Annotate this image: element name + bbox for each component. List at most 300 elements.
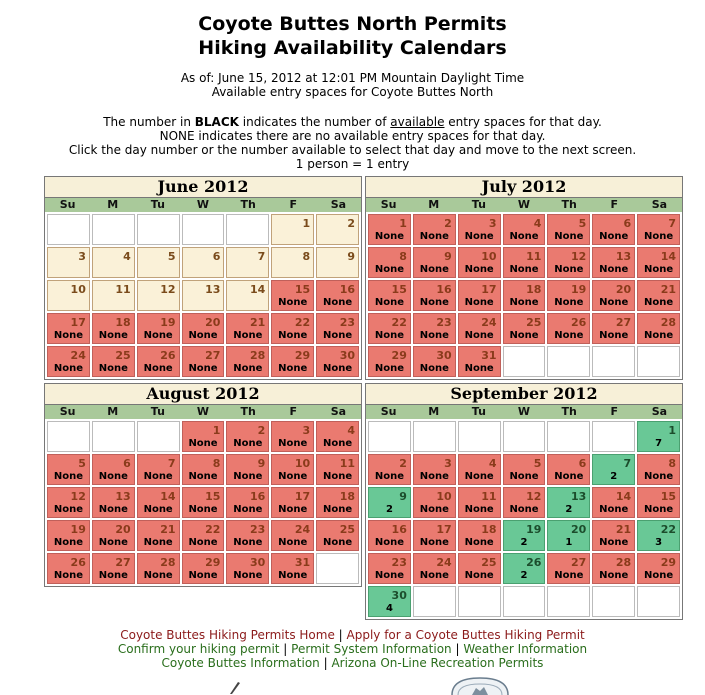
full-day-cell[interactable] — [316, 487, 359, 518]
available-spaces[interactable]: None — [278, 537, 308, 548]
available-spaces[interactable]: None — [98, 537, 128, 548]
full-day-cell[interactable] — [316, 280, 359, 311]
available-spaces[interactable]: None — [98, 471, 128, 482]
available-spaces[interactable]: None — [464, 570, 494, 581]
available-spaces[interactable]: None — [98, 363, 128, 374]
full-day-cell[interactable] — [182, 520, 225, 551]
available-spaces[interactable]: None — [554, 231, 584, 242]
available-spaces[interactable]: None — [323, 363, 353, 374]
day-number[interactable]: 5 — [533, 457, 542, 470]
full-day-cell[interactable] — [637, 280, 680, 311]
day-number[interactable]: 27 — [570, 556, 587, 569]
available-spaces[interactable]: 7 — [655, 438, 663, 449]
day-number[interactable]: 17 — [436, 523, 452, 536]
day-number[interactable]: 22 — [205, 523, 221, 536]
available-spaces[interactable]: None — [374, 297, 404, 308]
available-day-cell[interactable] — [637, 421, 680, 452]
day-number[interactable]: 28 — [615, 556, 632, 569]
full-day-cell[interactable] — [92, 487, 135, 518]
full-day-cell[interactable] — [458, 553, 501, 584]
full-day-cell[interactable] — [413, 487, 456, 518]
full-day-cell[interactable] — [592, 553, 635, 584]
available-spaces[interactable]: None — [233, 438, 263, 449]
available-spaces[interactable]: None — [233, 330, 263, 341]
available-spaces[interactable]: None — [323, 504, 353, 515]
full-day-cell[interactable] — [137, 454, 180, 485]
day-number[interactable]: 7 — [623, 457, 632, 470]
available-spaces[interactable]: None — [374, 537, 404, 548]
link-permit-system-info[interactable]: Permit System Information — [291, 642, 452, 656]
available-spaces[interactable]: None — [419, 363, 449, 374]
available-spaces[interactable]: None — [278, 330, 308, 341]
day-number[interactable]: 7 — [668, 217, 677, 230]
day-number[interactable]: 20 — [615, 283, 632, 296]
available-spaces[interactable]: None — [644, 471, 674, 482]
full-day-cell[interactable] — [316, 313, 359, 344]
day-number[interactable]: 14 — [660, 250, 677, 263]
available-spaces[interactable]: None — [419, 231, 449, 242]
day-number[interactable]: 11 — [481, 490, 497, 503]
day-number[interactable]: 19 — [570, 283, 587, 296]
day-number[interactable]: 15 — [294, 283, 311, 296]
available-spaces[interactable]: 4 — [385, 603, 393, 614]
full-day-cell[interactable] — [182, 421, 225, 452]
full-day-cell[interactable] — [368, 313, 411, 344]
day-number[interactable]: 24 — [70, 349, 86, 362]
available-spaces[interactable]: None — [278, 297, 308, 308]
full-day-cell[interactable] — [458, 487, 501, 518]
available-day-cell[interactable] — [368, 487, 411, 518]
day-number[interactable]: 14 — [615, 490, 632, 503]
day-number[interactable]: 17 — [481, 283, 497, 296]
day-number[interactable]: 15 — [391, 283, 407, 296]
day-number[interactable]: 15 — [660, 490, 677, 503]
day-number[interactable]: 9 — [257, 457, 266, 470]
available-spaces[interactable]: None — [53, 504, 83, 515]
full-day-cell[interactable] — [47, 346, 90, 377]
full-day-cell[interactable] — [592, 247, 635, 278]
day-number[interactable]: 25 — [339, 523, 356, 536]
available-spaces[interactable]: None — [419, 471, 449, 482]
full-day-cell[interactable] — [503, 487, 546, 518]
day-number[interactable]: 19 — [526, 523, 542, 536]
available-spaces[interactable]: None — [374, 570, 404, 581]
available-spaces[interactable]: None — [464, 363, 494, 374]
full-day-cell[interactable] — [271, 280, 314, 311]
available-spaces[interactable]: None — [98, 330, 128, 341]
full-day-cell[interactable] — [316, 346, 359, 377]
available-spaces[interactable]: None — [509, 330, 539, 341]
full-day-cell[interactable] — [368, 247, 411, 278]
available-spaces[interactable]: None — [464, 264, 494, 275]
available-spaces[interactable]: None — [509, 297, 539, 308]
day-number[interactable]: 6 — [123, 457, 131, 470]
day-number[interactable]: 9 — [444, 250, 452, 263]
available-day-cell[interactable] — [368, 586, 411, 617]
available-day-cell[interactable] — [547, 487, 590, 518]
day-number[interactable]: 23 — [391, 556, 407, 569]
available-spaces[interactable]: None — [278, 504, 308, 515]
day-number[interactable]: 2 — [399, 457, 407, 470]
day-number[interactable]: 18 — [115, 316, 131, 329]
full-day-cell[interactable] — [92, 454, 135, 485]
available-spaces[interactable]: None — [419, 264, 449, 275]
day-number[interactable]: 26 — [160, 349, 176, 362]
day-number[interactable]: 25 — [526, 316, 542, 329]
available-spaces[interactable]: None — [323, 537, 353, 548]
full-day-cell[interactable] — [368, 454, 411, 485]
day-number[interactable]: 9 — [399, 490, 407, 503]
full-day-cell[interactable] — [182, 487, 225, 518]
day-number[interactable]: 23 — [249, 523, 266, 536]
full-day-cell[interactable] — [503, 454, 546, 485]
full-day-cell[interactable] — [637, 313, 680, 344]
day-number[interactable]: 28 — [660, 316, 677, 329]
available-spaces[interactable]: 2 — [520, 537, 528, 548]
available-spaces[interactable]: None — [188, 504, 218, 515]
available-spaces[interactable]: None — [419, 504, 449, 515]
day-number[interactable]: 8 — [668, 457, 677, 470]
day-number[interactable]: 4 — [347, 424, 356, 437]
full-day-cell[interactable] — [368, 520, 411, 551]
full-day-cell[interactable] — [137, 553, 180, 584]
day-number[interactable]: 8 — [212, 457, 221, 470]
available-spaces[interactable]: None — [419, 537, 449, 548]
day-number[interactable]: 30 — [391, 589, 407, 602]
full-day-cell[interactable] — [271, 421, 314, 452]
available-spaces[interactable]: 3 — [655, 537, 663, 548]
full-day-cell[interactable] — [137, 520, 180, 551]
full-day-cell[interactable] — [226, 553, 269, 584]
available-spaces[interactable]: None — [509, 504, 539, 515]
full-day-cell[interactable] — [547, 454, 590, 485]
link-weather-info[interactable]: Weather Information — [463, 642, 588, 656]
day-number[interactable]: 31 — [294, 556, 311, 569]
full-day-cell[interactable] — [271, 487, 314, 518]
day-number[interactable]: 17 — [294, 490, 311, 503]
full-day-cell[interactable] — [637, 454, 680, 485]
available-spaces[interactable]: None — [233, 537, 263, 548]
available-spaces[interactable]: None — [554, 570, 584, 581]
day-number[interactable]: 18 — [481, 523, 497, 536]
full-day-cell[interactable] — [368, 346, 411, 377]
available-spaces[interactable]: None — [599, 231, 629, 242]
day-number[interactable]: 11 — [526, 250, 542, 263]
available-spaces[interactable]: None — [644, 570, 674, 581]
available-day-cell[interactable] — [503, 520, 546, 551]
full-day-cell[interactable] — [47, 487, 90, 518]
available-spaces[interactable]: None — [233, 471, 263, 482]
day-number[interactable]: 24 — [294, 523, 311, 536]
full-day-cell[interactable] — [458, 454, 501, 485]
available-spaces[interactable]: None — [53, 471, 83, 482]
available-spaces[interactable]: None — [644, 330, 674, 341]
full-day-cell[interactable] — [182, 553, 225, 584]
available-spaces[interactable]: None — [644, 264, 674, 275]
day-number[interactable]: 22 — [660, 523, 677, 536]
full-day-cell[interactable] — [47, 313, 90, 344]
full-day-cell[interactable] — [413, 214, 456, 245]
full-day-cell[interactable] — [547, 280, 590, 311]
available-spaces[interactable]: None — [509, 231, 539, 242]
day-number[interactable]: 1 — [668, 424, 677, 437]
day-number[interactable]: 20 — [115, 523, 131, 536]
available-spaces[interactable]: None — [374, 231, 404, 242]
full-day-cell[interactable] — [503, 280, 546, 311]
full-day-cell[interactable] — [92, 346, 135, 377]
day-number[interactable]: 6 — [578, 457, 587, 470]
full-day-cell[interactable] — [547, 553, 590, 584]
available-spaces[interactable]: None — [143, 363, 173, 374]
available-spaces[interactable]: None — [464, 231, 494, 242]
available-spaces[interactable]: None — [323, 438, 353, 449]
full-day-cell[interactable] — [458, 280, 501, 311]
full-day-cell[interactable] — [547, 214, 590, 245]
day-number[interactable]: 30 — [339, 349, 356, 362]
day-number[interactable]: 21 — [660, 283, 677, 296]
day-number[interactable]: 8 — [399, 250, 407, 263]
day-number[interactable]: 20 — [205, 316, 221, 329]
full-day-cell[interactable] — [413, 313, 456, 344]
day-number[interactable]: 27 — [115, 556, 131, 569]
available-spaces[interactable]: None — [554, 330, 584, 341]
day-number[interactable]: 19 — [160, 316, 176, 329]
available-spaces[interactable]: None — [53, 363, 83, 374]
available-spaces[interactable]: None — [143, 471, 173, 482]
day-number[interactable]: 5 — [78, 457, 86, 470]
full-day-cell[interactable] — [226, 454, 269, 485]
available-spaces[interactable]: None — [188, 438, 218, 449]
full-day-cell[interactable] — [137, 313, 180, 344]
day-number[interactable]: 16 — [339, 283, 356, 296]
full-day-cell[interactable] — [316, 520, 359, 551]
full-day-cell[interactable] — [413, 280, 456, 311]
full-day-cell[interactable] — [592, 280, 635, 311]
full-day-cell[interactable] — [226, 346, 269, 377]
full-day-cell[interactable] — [458, 520, 501, 551]
full-day-cell[interactable] — [137, 346, 180, 377]
full-day-cell[interactable] — [271, 346, 314, 377]
full-day-cell[interactable] — [458, 247, 501, 278]
full-day-cell[interactable] — [637, 487, 680, 518]
day-number[interactable]: 18 — [526, 283, 542, 296]
day-number[interactable]: 29 — [660, 556, 677, 569]
day-number[interactable]: 16 — [391, 523, 407, 536]
available-spaces[interactable]: None — [233, 570, 263, 581]
available-spaces[interactable]: None — [644, 231, 674, 242]
full-day-cell[interactable] — [592, 214, 635, 245]
day-number[interactable]: 26 — [70, 556, 86, 569]
day-number[interactable]: 23 — [339, 316, 356, 329]
link-confirm-permit[interactable]: Confirm your hiking permit — [117, 642, 280, 656]
day-number[interactable]: 2 — [444, 217, 452, 230]
day-number[interactable]: 28 — [249, 349, 266, 362]
available-spaces[interactable]: 1 — [565, 537, 573, 548]
full-day-cell[interactable] — [413, 520, 456, 551]
available-spaces[interactable]: None — [554, 297, 584, 308]
day-number[interactable]: 6 — [623, 217, 632, 230]
available-spaces[interactable]: None — [143, 537, 173, 548]
available-spaces[interactable]: None — [323, 471, 353, 482]
full-day-cell[interactable] — [182, 454, 225, 485]
full-day-cell[interactable] — [137, 487, 180, 518]
available-spaces[interactable]: None — [278, 570, 308, 581]
full-day-cell[interactable] — [271, 520, 314, 551]
full-day-cell[interactable] — [547, 247, 590, 278]
day-number[interactable]: 24 — [481, 316, 497, 329]
available-spaces[interactable]: None — [233, 504, 263, 515]
available-spaces[interactable]: 2 — [385, 504, 393, 515]
full-day-cell[interactable] — [413, 454, 456, 485]
full-day-cell[interactable] — [316, 454, 359, 485]
full-day-cell[interactable] — [413, 553, 456, 584]
day-number[interactable]: 15 — [205, 490, 221, 503]
day-number[interactable]: 31 — [481, 349, 497, 362]
full-day-cell[interactable] — [316, 421, 359, 452]
day-number[interactable]: 1 — [399, 217, 407, 230]
day-number[interactable]: 30 — [436, 349, 452, 362]
full-day-cell[interactable] — [47, 553, 90, 584]
available-spaces[interactable]: None — [188, 471, 218, 482]
full-day-cell[interactable] — [92, 553, 135, 584]
full-day-cell[interactable] — [458, 346, 501, 377]
available-spaces[interactable]: None — [464, 537, 494, 548]
day-number[interactable]: 4 — [488, 457, 497, 470]
day-number[interactable]: 13 — [570, 490, 587, 503]
available-spaces[interactable]: None — [374, 471, 404, 482]
full-day-cell[interactable] — [92, 520, 135, 551]
day-number[interactable]: 29 — [391, 349, 407, 362]
available-spaces[interactable]: None — [464, 330, 494, 341]
full-day-cell[interactable] — [637, 553, 680, 584]
full-day-cell[interactable] — [458, 313, 501, 344]
day-number[interactable]: 21 — [160, 523, 176, 536]
available-spaces[interactable]: None — [98, 504, 128, 515]
day-number[interactable]: 14 — [160, 490, 176, 503]
day-number[interactable]: 12 — [70, 490, 86, 503]
day-number[interactable]: 2 — [257, 424, 266, 437]
available-spaces[interactable]: None — [188, 570, 218, 581]
full-day-cell[interactable] — [92, 313, 135, 344]
full-day-cell[interactable] — [368, 214, 411, 245]
full-day-cell[interactable] — [182, 313, 225, 344]
available-spaces[interactable]: 2 — [610, 471, 618, 482]
available-spaces[interactable]: None — [599, 504, 629, 515]
available-spaces[interactable]: None — [278, 438, 308, 449]
day-number[interactable]: 25 — [481, 556, 497, 569]
day-number[interactable]: 29 — [205, 556, 221, 569]
link-coyote-buttes-info[interactable]: Coyote Buttes Information — [161, 656, 320, 670]
available-spaces[interactable]: None — [419, 330, 449, 341]
full-day-cell[interactable] — [226, 421, 269, 452]
available-spaces[interactable]: None — [554, 471, 584, 482]
full-day-cell[interactable] — [637, 247, 680, 278]
available-day-cell[interactable] — [547, 520, 590, 551]
available-spaces[interactable]: 2 — [520, 570, 528, 581]
available-spaces[interactable]: None — [599, 297, 629, 308]
full-day-cell[interactable] — [271, 454, 314, 485]
day-number[interactable]: 29 — [294, 349, 311, 362]
available-spaces[interactable]: None — [188, 363, 218, 374]
full-day-cell[interactable] — [226, 520, 269, 551]
day-number[interactable]: 11 — [339, 457, 356, 470]
available-spaces[interactable]: 2 — [565, 504, 573, 515]
available-spaces[interactable]: None — [599, 537, 629, 548]
available-spaces[interactable]: None — [188, 330, 218, 341]
day-number[interactable]: 24 — [436, 556, 452, 569]
available-spaces[interactable]: None — [278, 363, 308, 374]
day-number[interactable]: 22 — [294, 316, 311, 329]
available-spaces[interactable]: None — [233, 363, 263, 374]
available-spaces[interactable]: None — [53, 570, 83, 581]
available-spaces[interactable]: None — [53, 537, 83, 548]
day-number[interactable]: 16 — [249, 490, 266, 503]
available-spaces[interactable]: None — [53, 330, 83, 341]
day-number[interactable]: 26 — [570, 316, 587, 329]
full-day-cell[interactable] — [592, 313, 635, 344]
full-day-cell[interactable] — [47, 520, 90, 551]
day-number[interactable]: 28 — [160, 556, 176, 569]
day-number[interactable]: 23 — [436, 316, 452, 329]
full-day-cell[interactable] — [226, 313, 269, 344]
full-day-cell[interactable] — [226, 487, 269, 518]
available-spaces[interactable]: None — [509, 264, 539, 275]
full-day-cell[interactable] — [368, 280, 411, 311]
day-number[interactable]: 25 — [115, 349, 131, 362]
day-number[interactable]: 1 — [212, 424, 221, 437]
available-spaces[interactable]: None — [464, 297, 494, 308]
day-number[interactable]: 10 — [294, 457, 311, 470]
available-spaces[interactable]: None — [464, 504, 494, 515]
available-spaces[interactable]: None — [323, 297, 353, 308]
day-number[interactable]: 3 — [302, 424, 311, 437]
day-number[interactable]: 13 — [615, 250, 632, 263]
day-number[interactable]: 12 — [526, 490, 542, 503]
day-number[interactable]: 22 — [391, 316, 407, 329]
day-number[interactable]: 12 — [570, 250, 587, 263]
day-number[interactable]: 3 — [444, 457, 452, 470]
full-day-cell[interactable] — [271, 553, 314, 584]
available-spaces[interactable]: None — [509, 471, 539, 482]
available-spaces[interactable]: None — [644, 297, 674, 308]
full-day-cell[interactable] — [368, 553, 411, 584]
available-spaces[interactable]: None — [278, 471, 308, 482]
link-hiking-permits-home[interactable]: Coyote Buttes Hiking Permits Home — [120, 628, 335, 642]
day-number[interactable]: 7 — [167, 457, 176, 470]
day-number[interactable]: 21 — [249, 316, 266, 329]
available-spaces[interactable]: None — [419, 570, 449, 581]
day-number[interactable]: 16 — [436, 283, 452, 296]
full-day-cell[interactable] — [592, 487, 635, 518]
full-day-cell[interactable] — [182, 346, 225, 377]
available-spaces[interactable]: None — [599, 330, 629, 341]
full-day-cell[interactable] — [413, 247, 456, 278]
day-number[interactable]: 26 — [526, 556, 542, 569]
available-spaces[interactable]: None — [599, 570, 629, 581]
day-number[interactable]: 27 — [205, 349, 221, 362]
day-number[interactable]: 3 — [488, 217, 497, 230]
day-number[interactable]: 20 — [570, 523, 587, 536]
full-day-cell[interactable] — [458, 214, 501, 245]
full-day-cell[interactable] — [547, 313, 590, 344]
day-number[interactable]: 19 — [70, 523, 86, 536]
day-number[interactable]: 10 — [481, 250, 497, 263]
available-spaces[interactable]: None — [98, 570, 128, 581]
day-number[interactable]: 13 — [115, 490, 131, 503]
link-arizona-recreation[interactable]: Arizona On-Line Recreation Permits — [331, 656, 544, 670]
available-spaces[interactable]: None — [554, 264, 584, 275]
full-day-cell[interactable] — [47, 454, 90, 485]
